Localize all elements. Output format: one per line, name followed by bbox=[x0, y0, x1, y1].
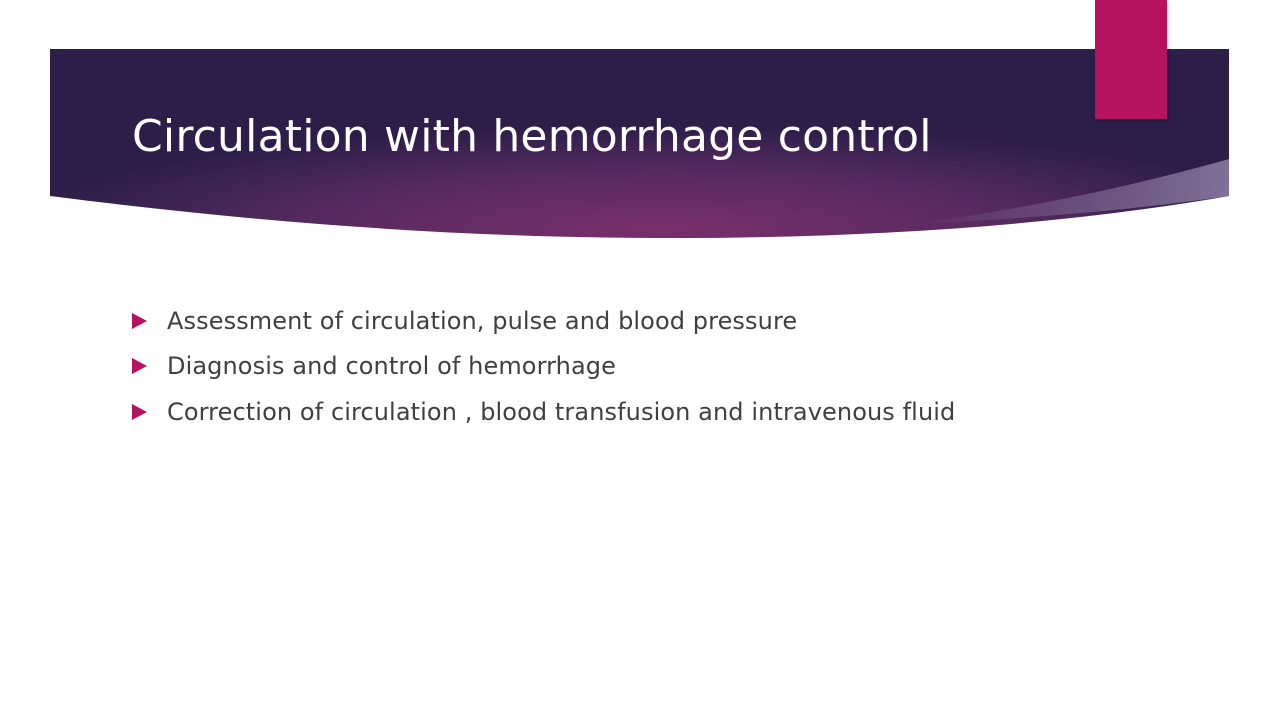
triangle-right-icon bbox=[132, 358, 147, 374]
bullet-text: Assessment of circulation, pulse and blood pressure bbox=[167, 306, 798, 335]
accent-tab bbox=[1095, 0, 1167, 119]
triangle-right-icon bbox=[132, 404, 147, 420]
triangle-right-icon bbox=[132, 313, 147, 329]
list-item bbox=[132, 389, 955, 435]
list-item bbox=[132, 344, 955, 390]
bullet-list bbox=[132, 298, 955, 435]
bullet-text: Diagnosis and control of hemorrhage bbox=[167, 352, 616, 381]
list-item bbox=[132, 298, 955, 344]
slide-title: Circulation with hemorrhage control bbox=[132, 111, 932, 162]
bullet-text: Correction of circulation , blood transfusion and intravenous fluid bbox=[167, 397, 956, 426]
title-band bbox=[50, 49, 1229, 239]
